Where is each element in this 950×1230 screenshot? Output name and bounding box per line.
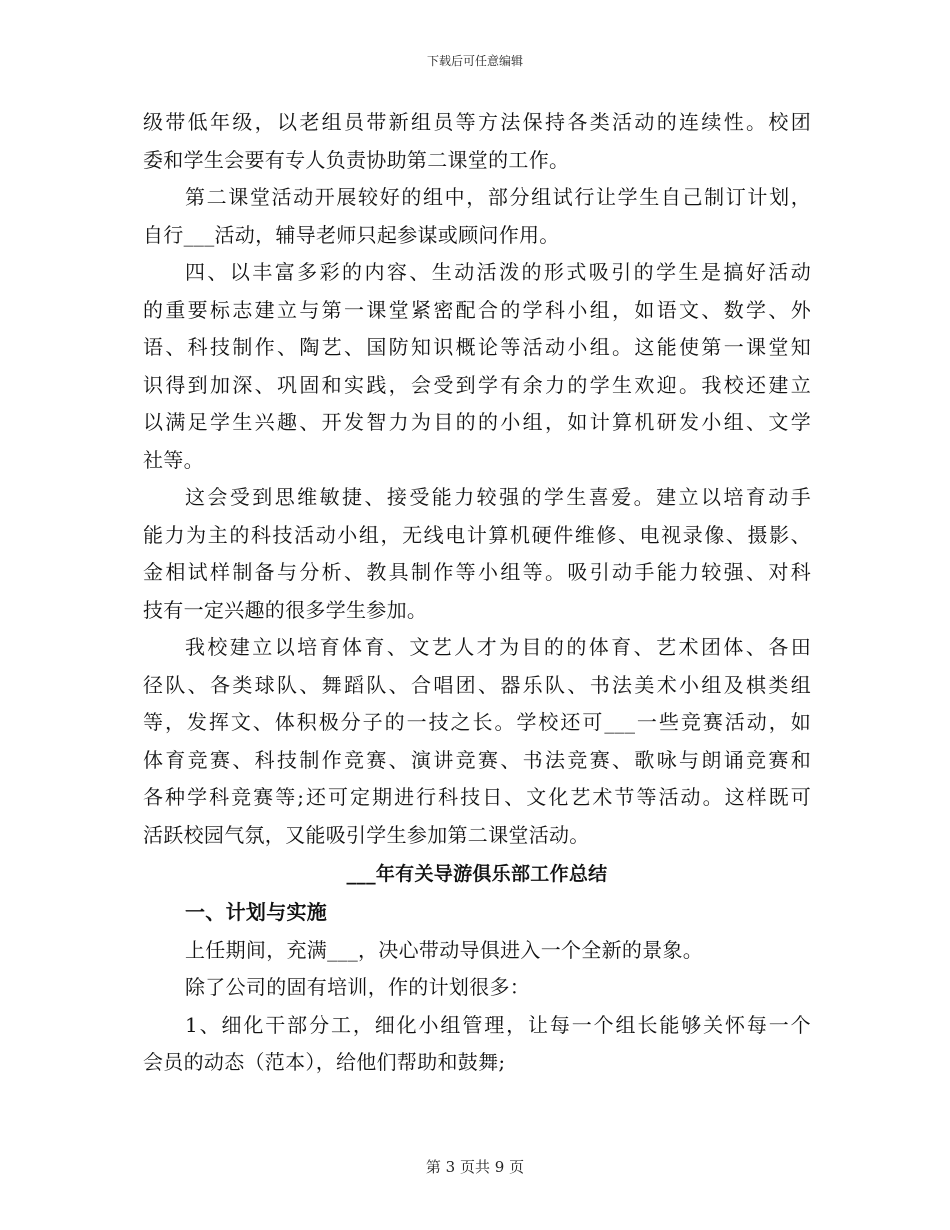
page-footer: 第 3 页共 9 页 [425, 1158, 525, 1176]
text-line: 技有一定兴趣的很多学生参加。 [143, 597, 428, 622]
text-line: 1、细化干部分工，细化小组管理，让每一个组长能够关怀每一个 [185, 1012, 811, 1037]
text-line: 这会受到思维敏捷、接受能力较强的学生喜爱。建立以培育动手 [185, 485, 811, 509]
text-line: 能力为主的科技活动小组，无线电计算机硬件维修、电视录像、摄影、 [143, 522, 811, 547]
document-body [143, 104, 811, 1082]
text-line: 我校建立以培育体育、文艺人才为目的的体育、艺术团体、各田 [185, 635, 811, 659]
text-line: 除了公司的固有培训，作的计划很多： [185, 975, 531, 999]
text-line: 径队、各类球队、舞蹈队、合唱团、器乐队、书法美术小组及棋类组 [143, 672, 811, 697]
text-line: 委和学生会要有专人负责协助第二课堂的工作。 [143, 147, 570, 172]
text-line: 语、科技制作、陶艺、国防知识概论等活动小组。这能使第一课堂知 [143, 335, 811, 359]
section-paragraphs [143, 932, 811, 1082]
text-line: 的重要标志建立与第一课堂紧密配合的学科小组，如语文、数学、外 [143, 297, 811, 322]
text-line: 社等。 [143, 447, 204, 472]
text-line: 体育竞赛、科技制作竞赛、演讲竞赛、书法竞赛、歌咏与朗诵竞赛和 [143, 747, 811, 772]
text-line: 级带低年级，以老组员带新组员等方法保持各类活动的连续性。校团 [143, 110, 811, 134]
text-line: 自行___活动，辅导老师只起参谋或顾问作用。 [143, 222, 560, 247]
text-line: 以满足学生兴趣、开发智力为目的的小组，如计算机研发小组、文学 [143, 410, 811, 434]
body-paragraphs [143, 104, 811, 854]
section-heading: 一、计划与实施 [185, 900, 328, 924]
text-line: 会员的动态（范本），给他们帮助和鼓舞; [143, 1050, 506, 1074]
page-header: 下载后可任意编辑 [426, 54, 523, 68]
text-line: 四、以丰富多彩的内容、生动活泼的形式吸引的学生是搞好活动 [185, 260, 811, 284]
text-line: 各种学科竞赛等;还可定期进行科技日、文化艺术节等活动。这样既可 [143, 785, 811, 809]
text-line: 活跃校园气氛，又能吸引学生参加第二课堂活动。 [143, 822, 590, 847]
text-line: 等，发挥文、体积极分子的一技之长。学校还可___一些竞赛活动，如 [143, 710, 811, 734]
text-line: 识得到加深、巩固和实践，会受到学有余力的学生欢迎。我校还建立 [143, 372, 811, 397]
text-line: 上任期间，充满___，决心带动导俱进入一个全新的景象。 [185, 937, 704, 962]
text-line: 第二课堂活动开展较好的组中，部分组试行让学生自己制订计划， [185, 185, 811, 209]
section-title: ___年有关导游俱乐部工作总结 [346, 863, 608, 885]
text-line: 金相试样制备与分析、教具制作等小组等。吸引动手能力较强、对科 [143, 560, 811, 584]
